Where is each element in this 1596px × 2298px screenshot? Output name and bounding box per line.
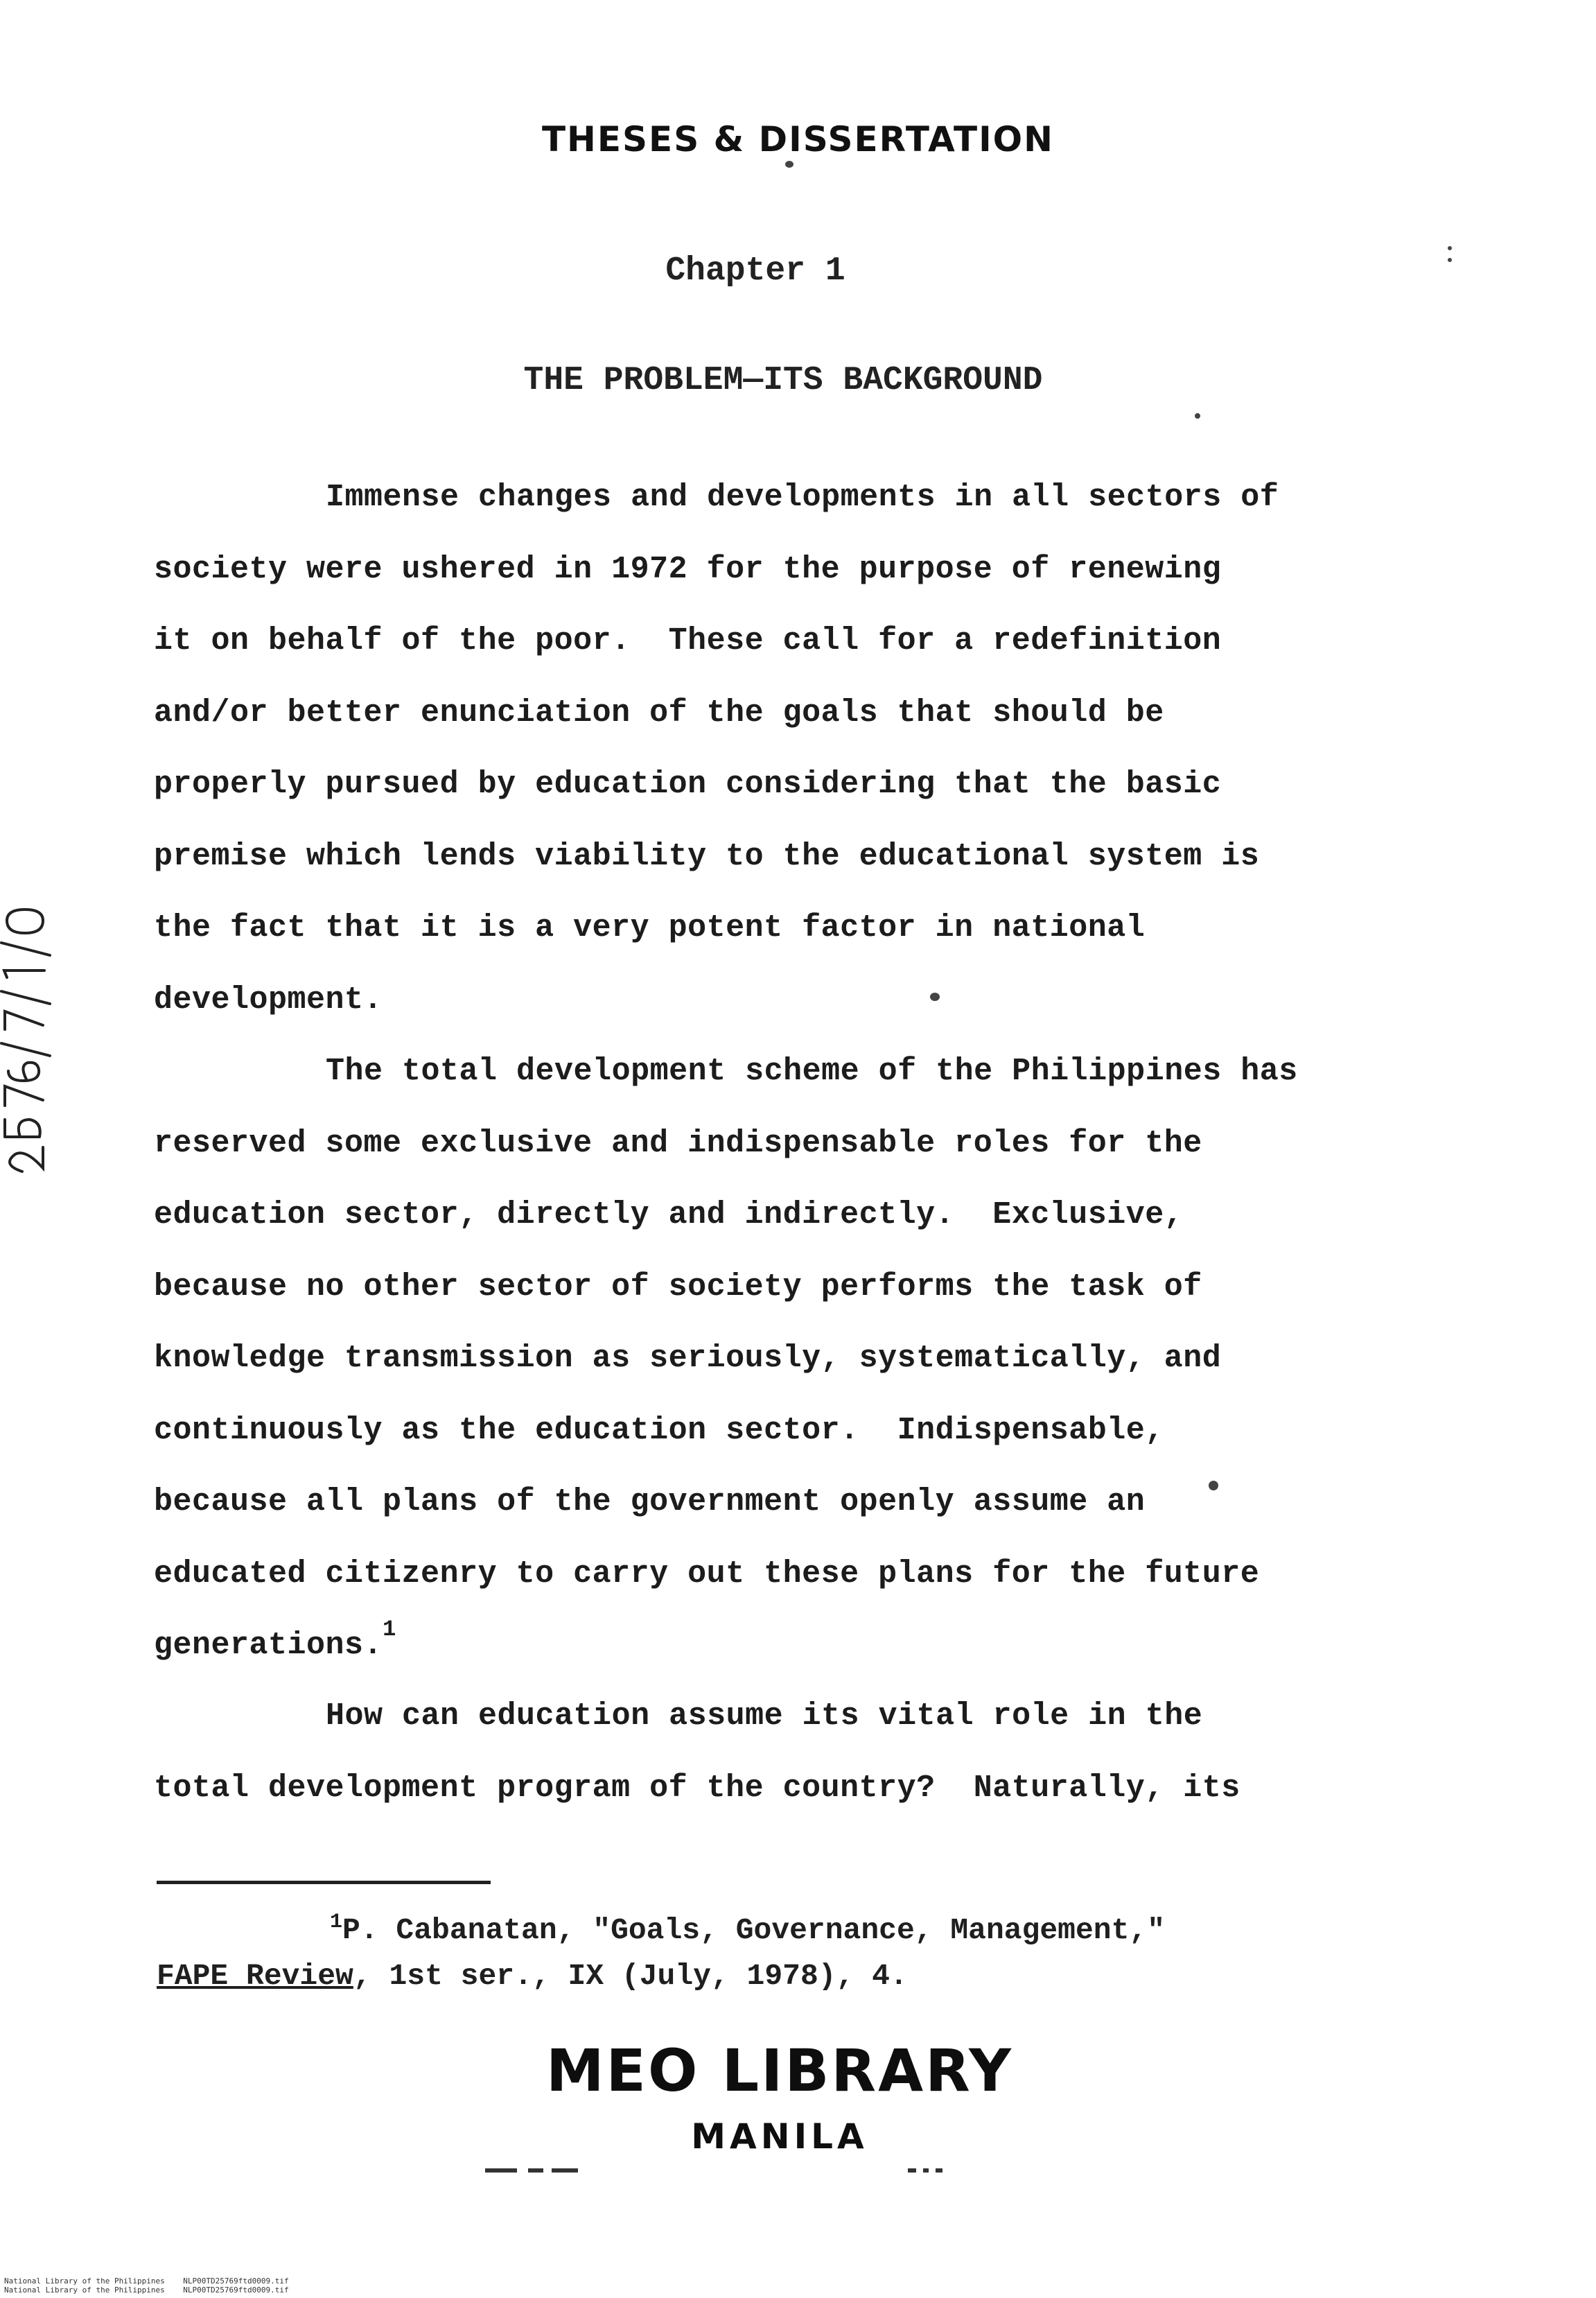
text-line: continuously as the education sector. Indispensable, xyxy=(154,1412,1164,1448)
text-line: educated citizenry to carry out these plans for the future xyxy=(154,1556,1260,1592)
text-line: How can education assume its vital role in the xyxy=(326,1698,1203,1734)
text-line xyxy=(154,1610,1471,1682)
footnote-marker: 1 xyxy=(330,1910,343,1934)
footnote-divider xyxy=(157,1881,491,1884)
library-city: MANILA xyxy=(691,2116,868,2157)
text-line: and/or better enunciation of the goals that should be xyxy=(154,695,1164,731)
scan-speck xyxy=(1448,246,1452,250)
scan-speck xyxy=(930,993,940,1001)
text-line-content: generations. xyxy=(154,1628,383,1663)
paragraph-3 xyxy=(154,1680,1471,1824)
stamp-dashes xyxy=(485,2168,1012,2175)
text-line: because all plans of the government openly assume an xyxy=(154,1484,1146,1520)
paragraph-1 xyxy=(154,462,1471,1036)
text-line: education sector, directly and indirectly. Exclusive, xyxy=(154,1197,1184,1233)
footnote-line-1 xyxy=(157,1908,1404,1953)
text-line: knowledge transmission as seriously, systematically, and xyxy=(154,1341,1222,1376)
text-line: Immense changes and developments in all sectors of xyxy=(326,480,1279,515)
text-line: development. xyxy=(154,982,383,1018)
text-line: society were ushered in 1972 for the purpose of renewing xyxy=(154,551,1222,587)
text-line: reserved some exclusive and indispensable roles for the xyxy=(154,1125,1202,1161)
text-line: the fact that it is a very potent factor in national xyxy=(154,910,1146,946)
footnote-citation: P. Cabanatan, "Goals, Governance, Management," xyxy=(342,1913,1166,1947)
chapter-label: Chapter 1 xyxy=(665,252,845,290)
text-line: The total development scheme of the Philippines has xyxy=(326,1054,1298,1089)
scan-footer-line: National Library of the Philippines NLP00TD25769ftd0009.tif xyxy=(4,2277,289,2286)
scan-speck xyxy=(1209,1481,1218,1490)
handwritten-accession-number xyxy=(0,853,71,1199)
footnote xyxy=(157,1908,1404,1999)
text-line: premise which lends viability to the educational system is xyxy=(154,838,1260,874)
scan-footer xyxy=(4,2277,289,2295)
text-line: because no other sector of society performs the task of xyxy=(154,1269,1202,1305)
text-line: it on behalf of the poor. These call for a redefinition xyxy=(154,623,1222,659)
footnote-line-2 xyxy=(157,1953,1404,1999)
scan-speck xyxy=(785,161,793,168)
text-line: properly pursued by education considering that the basic xyxy=(154,767,1222,802)
scan-speck xyxy=(1448,258,1452,262)
journal-title: FAPE Review xyxy=(157,1959,353,1993)
scan-footer-line: National Library of the Philippines NLP00TD25769ftd0009.tif xyxy=(4,2286,289,2295)
footnote-reference: 1 xyxy=(383,1617,396,1642)
footnote-citation-rest: , 1st ser., IX (July, 1978), 4. xyxy=(353,1959,908,1993)
chapter-title: THE PROBLEM—ITS BACKGROUND xyxy=(523,362,1043,399)
library-name: MEO LIBRARY xyxy=(545,2037,1014,2105)
text-line: total development program of the country? Naturally, its xyxy=(154,1770,1240,1806)
theses-dissertation-stamp: THESES & DISSERTATION xyxy=(541,119,1055,159)
paragraph-2 xyxy=(154,1036,1471,1682)
scan-speck xyxy=(1195,413,1200,419)
library-stamp xyxy=(0,2032,1559,2164)
